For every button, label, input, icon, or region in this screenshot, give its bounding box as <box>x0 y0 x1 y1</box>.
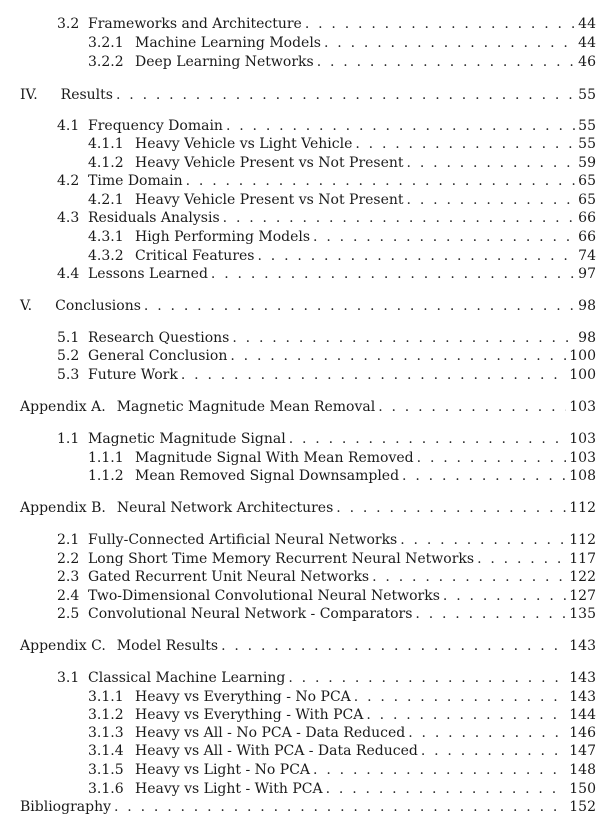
toc-page-number: 55 <box>578 87 596 103</box>
toc-entry-title: Convolutional Neural Network - Comparators <box>88 606 413 622</box>
toc-entry-title: Classical Machine Learning <box>88 670 286 686</box>
toc-entry[interactable] <box>57 346 596 366</box>
toc-entry-title: Heavy Vehicle vs Light Vehicle <box>135 136 353 152</box>
toc-entry[interactable] <box>20 397 596 417</box>
toc-page-number: 97 <box>578 266 596 282</box>
toc-entry-number: 3.2 <box>57 16 80 32</box>
toc-entry-number: 2.1 <box>57 532 80 548</box>
toc-entry[interactable] <box>20 296 596 316</box>
toc-entry-number: 3.1.1 <box>88 689 124 705</box>
toc-dot-leader <box>230 346 566 366</box>
toc-dot-leader <box>407 153 576 173</box>
toc-entry-number: 4.3.1 <box>88 229 124 245</box>
toc-entry[interactable] <box>57 429 596 449</box>
toc-dot-leader <box>407 190 576 210</box>
toc-page-number: 112 <box>569 500 596 516</box>
toc-page-number: 117 <box>569 551 596 567</box>
toc-entry[interactable] <box>57 549 596 569</box>
toc-entry-title: General Conclusion <box>88 348 228 364</box>
toc-page-number: 55 <box>578 136 596 152</box>
toc-entry-title: High Performing Models <box>135 229 311 245</box>
toc-page-number: 98 <box>578 330 596 346</box>
toc-entry[interactable] <box>88 33 596 53</box>
toc-page-number: 74 <box>578 248 596 264</box>
toc-dot-leader <box>336 498 566 518</box>
toc-dot-leader <box>317 52 575 72</box>
toc-dot-leader <box>288 668 566 688</box>
toc-entry-number: 2.3 <box>57 569 80 585</box>
toc-entry-number: 3.2.2 <box>88 54 124 70</box>
toc-entry-number: 3.1.5 <box>88 762 124 778</box>
toc-entry-title: Neural Network Architectures <box>116 500 334 516</box>
toc-page-number: 44 <box>578 35 596 51</box>
toc-entry-title: Heavy Vehicle Present vs Not Present <box>135 192 404 208</box>
toc-entry-title: Magnitude Signal With Mean Removed <box>135 450 414 466</box>
toc-page-number: 147 <box>569 743 596 759</box>
toc-entry-number: 1.1.2 <box>88 468 124 484</box>
toc-entry[interactable] <box>57 567 596 587</box>
toc-entry-number: 4.2.1 <box>88 192 124 208</box>
toc-page-number: 103 <box>569 399 596 415</box>
toc-entry[interactable] <box>57 668 596 688</box>
toc-entry-number: 3.1.2 <box>88 707 124 723</box>
toc-dot-leader <box>114 797 566 817</box>
toc-entry-number: 1.1 <box>57 431 80 447</box>
toc-entry[interactable] <box>88 466 596 486</box>
toc-page-number: 112 <box>569 532 596 548</box>
toc-dot-leader <box>421 741 566 761</box>
toc-dot-leader <box>305 14 575 34</box>
toc-entry[interactable] <box>88 760 596 780</box>
toc-dot-leader <box>313 227 575 247</box>
toc-entry-title: Frameworks and Architecture <box>88 16 302 32</box>
toc-dot-leader <box>417 448 567 468</box>
toc-entry-title: Heavy vs Everything - With PCA <box>135 707 364 723</box>
toc-entry-number: V. <box>20 298 33 314</box>
toc-dot-leader <box>366 705 566 725</box>
toc-dot-leader <box>324 33 575 53</box>
toc-entry[interactable] <box>20 498 596 518</box>
toc-dot-leader <box>289 429 567 449</box>
toc-entry-title: Future Work <box>88 367 178 383</box>
toc-entry-title: Model Results <box>116 638 219 654</box>
toc-entry[interactable] <box>20 85 596 105</box>
toc-page-number: 143 <box>569 670 596 686</box>
toc-entry-number: 3.1 <box>57 670 80 686</box>
toc-entry-title: Heavy Vehicle Present vs Not Present <box>135 155 404 171</box>
toc-entry-title: Bibliography <box>20 799 111 815</box>
toc-page-number: 150 <box>569 781 596 797</box>
toc-page-number: 103 <box>569 431 596 447</box>
toc-entry[interactable] <box>57 116 596 136</box>
toc-entry-title: Deep Learning Networks <box>135 54 314 70</box>
toc-dot-leader <box>372 567 566 587</box>
toc-entry-title: Machine Learning Models <box>135 35 321 51</box>
toc-page-number: 46 <box>578 54 596 70</box>
toc-dot-leader <box>226 116 575 136</box>
toc-dot-leader <box>258 246 576 266</box>
toc-dot-leader <box>313 760 566 780</box>
toc-entry-number: 4.2 <box>57 173 80 189</box>
toc-entry-title: Two-Dimensional Convolutional Neural Networks <box>88 588 440 604</box>
toc-entry-number: 3.1.3 <box>88 725 124 741</box>
toc-dot-leader <box>400 530 566 550</box>
toc-entry-number: Appendix B. <box>20 500 106 516</box>
toc-page-number: 65 <box>578 192 596 208</box>
toc-entry[interactable] <box>88 190 596 210</box>
toc-page-number: 143 <box>569 689 596 705</box>
toc-entry[interactable] <box>57 328 596 348</box>
toc-page-number: 127 <box>569 588 596 604</box>
toc-entry-number: 5.3 <box>57 367 80 383</box>
toc-entry-title: Heavy vs All - With PCA - Data Reduced <box>135 743 418 759</box>
toc-entry[interactable] <box>88 741 596 761</box>
toc-entry[interactable] <box>88 153 596 173</box>
toc-entry-number: 4.3 <box>57 210 80 226</box>
toc-entry-title: Frequency Domain <box>88 118 223 134</box>
toc-page-number: 44 <box>578 16 596 32</box>
toc-dot-leader <box>232 328 575 348</box>
toc-entry[interactable] <box>20 636 596 656</box>
toc-entry-title: Mean Removed Signal Downsampled <box>135 468 400 484</box>
toc-entry-title: Results <box>60 87 113 103</box>
toc-dot-leader <box>326 779 567 799</box>
toc-dot-leader <box>221 636 566 656</box>
toc-entry[interactable] <box>88 687 596 707</box>
toc-entry-title: Critical Features <box>135 248 255 264</box>
toc-dot-leader <box>402 466 566 486</box>
toc-page-number: 143 <box>569 638 596 654</box>
toc-entry-number: 3.2.1 <box>88 35 124 51</box>
toc-entry[interactable] <box>57 264 596 284</box>
toc-entry-number: IV. <box>20 87 38 103</box>
toc-dot-leader <box>223 208 576 228</box>
toc-entry[interactable] <box>57 530 596 550</box>
toc-page-number: 148 <box>569 762 596 778</box>
toc-entry-number: 4.1.2 <box>88 155 124 171</box>
toc-entry-title: Heavy vs All - No PCA - Data Reduced <box>135 725 406 741</box>
toc-entry-number: 4.1.1 <box>88 136 124 152</box>
toc-entry[interactable] <box>57 586 596 606</box>
toc-entry-number: 1.1.1 <box>88 450 124 466</box>
toc-page-number: 146 <box>569 725 596 741</box>
toc-entry-number: 3.1.4 <box>88 743 124 759</box>
toc-entry-title: Heavy vs Light - No PCA <box>135 762 311 778</box>
toc-page-number: 59 <box>578 155 596 171</box>
toc-dot-leader <box>181 365 566 385</box>
toc-page-number: 100 <box>569 348 596 364</box>
toc-entry[interactable] <box>20 797 596 817</box>
toc-page-number: 66 <box>578 210 596 226</box>
toc-dot-leader <box>144 296 575 316</box>
toc-page-number: 100 <box>569 367 596 383</box>
toc-entry-number: 5.1 <box>57 330 80 346</box>
toc-entry[interactable] <box>88 448 596 468</box>
toc-entry[interactable] <box>88 723 596 743</box>
toc-entry[interactable] <box>88 227 596 247</box>
toc-page-number: 103 <box>569 450 596 466</box>
toc-entry[interactable] <box>57 208 596 228</box>
toc-dot-leader <box>355 134 575 154</box>
toc-entry-title: Heavy vs Everything - No PCA <box>135 689 351 705</box>
toc-page-number: 55 <box>578 118 596 134</box>
toc-page-number: 108 <box>569 468 596 484</box>
toc-dot-leader <box>408 723 566 743</box>
toc-entry-title: Lessons Learned <box>88 266 208 282</box>
toc-entry-title: Time Domain <box>88 173 183 189</box>
toc-page-number: 65 <box>578 173 596 189</box>
toc-page-number: 144 <box>569 707 596 723</box>
toc-entry[interactable] <box>88 246 596 266</box>
toc-dot-leader <box>443 586 566 606</box>
toc-entry[interactable] <box>57 365 596 385</box>
toc-dot-leader <box>354 687 566 707</box>
toc-entry[interactable] <box>57 171 596 191</box>
toc-entry-number: Appendix A. <box>20 399 106 415</box>
toc-entry-title: Long Short Time Memory Recurrent Neural Networks <box>88 551 475 567</box>
toc-page-number: 152 <box>569 799 596 815</box>
toc-entry-number: 5.2 <box>57 348 80 364</box>
toc-entry-number: Appendix C. <box>20 638 106 654</box>
toc-page-number: 135 <box>569 606 596 622</box>
toc-entry-title: Fully-Connected Artificial Neural Networks <box>88 532 398 548</box>
toc-dot-leader <box>477 549 566 569</box>
toc-entry-title: Heavy vs Light - With PCA <box>135 781 323 797</box>
toc-dot-leader <box>211 264 575 284</box>
toc-dot-leader <box>378 397 566 417</box>
toc-entry[interactable] <box>88 779 596 799</box>
toc-dot-leader <box>116 85 575 105</box>
toc-entry[interactable] <box>57 604 596 624</box>
toc-entry[interactable] <box>88 52 596 72</box>
toc-page-number: 66 <box>578 229 596 245</box>
toc-entry-number: 4.1 <box>57 118 80 134</box>
toc-entry[interactable] <box>57 14 596 34</box>
toc-entry[interactable] <box>88 705 596 725</box>
toc-entry-title: Magnetic Magnitude Mean Removal <box>116 399 376 415</box>
toc-page-number: 98 <box>578 298 596 314</box>
toc-entry-number: 3.1.6 <box>88 781 124 797</box>
toc-entry-number: 2.4 <box>57 588 80 604</box>
toc-entry-title: Magnetic Magnitude Signal <box>88 431 286 447</box>
toc-entry-title: Research Questions <box>88 330 230 346</box>
toc-entry-number: 4.3.2 <box>88 248 124 264</box>
toc-entry-title: Residuals Analysis <box>88 210 220 226</box>
toc-entry[interactable] <box>88 134 596 154</box>
toc-dot-leader <box>415 604 566 624</box>
toc-entry-number: 2.5 <box>57 606 80 622</box>
toc-page-number: 122 <box>569 569 596 585</box>
toc-dot-leader <box>186 171 576 191</box>
toc-entry-number: 2.2 <box>57 551 80 567</box>
toc-entry-number: 4.4 <box>57 266 80 282</box>
toc-entry-title: Gated Recurrent Unit Neural Networks <box>88 569 370 585</box>
toc-entry-title: Conclusions <box>55 298 141 314</box>
